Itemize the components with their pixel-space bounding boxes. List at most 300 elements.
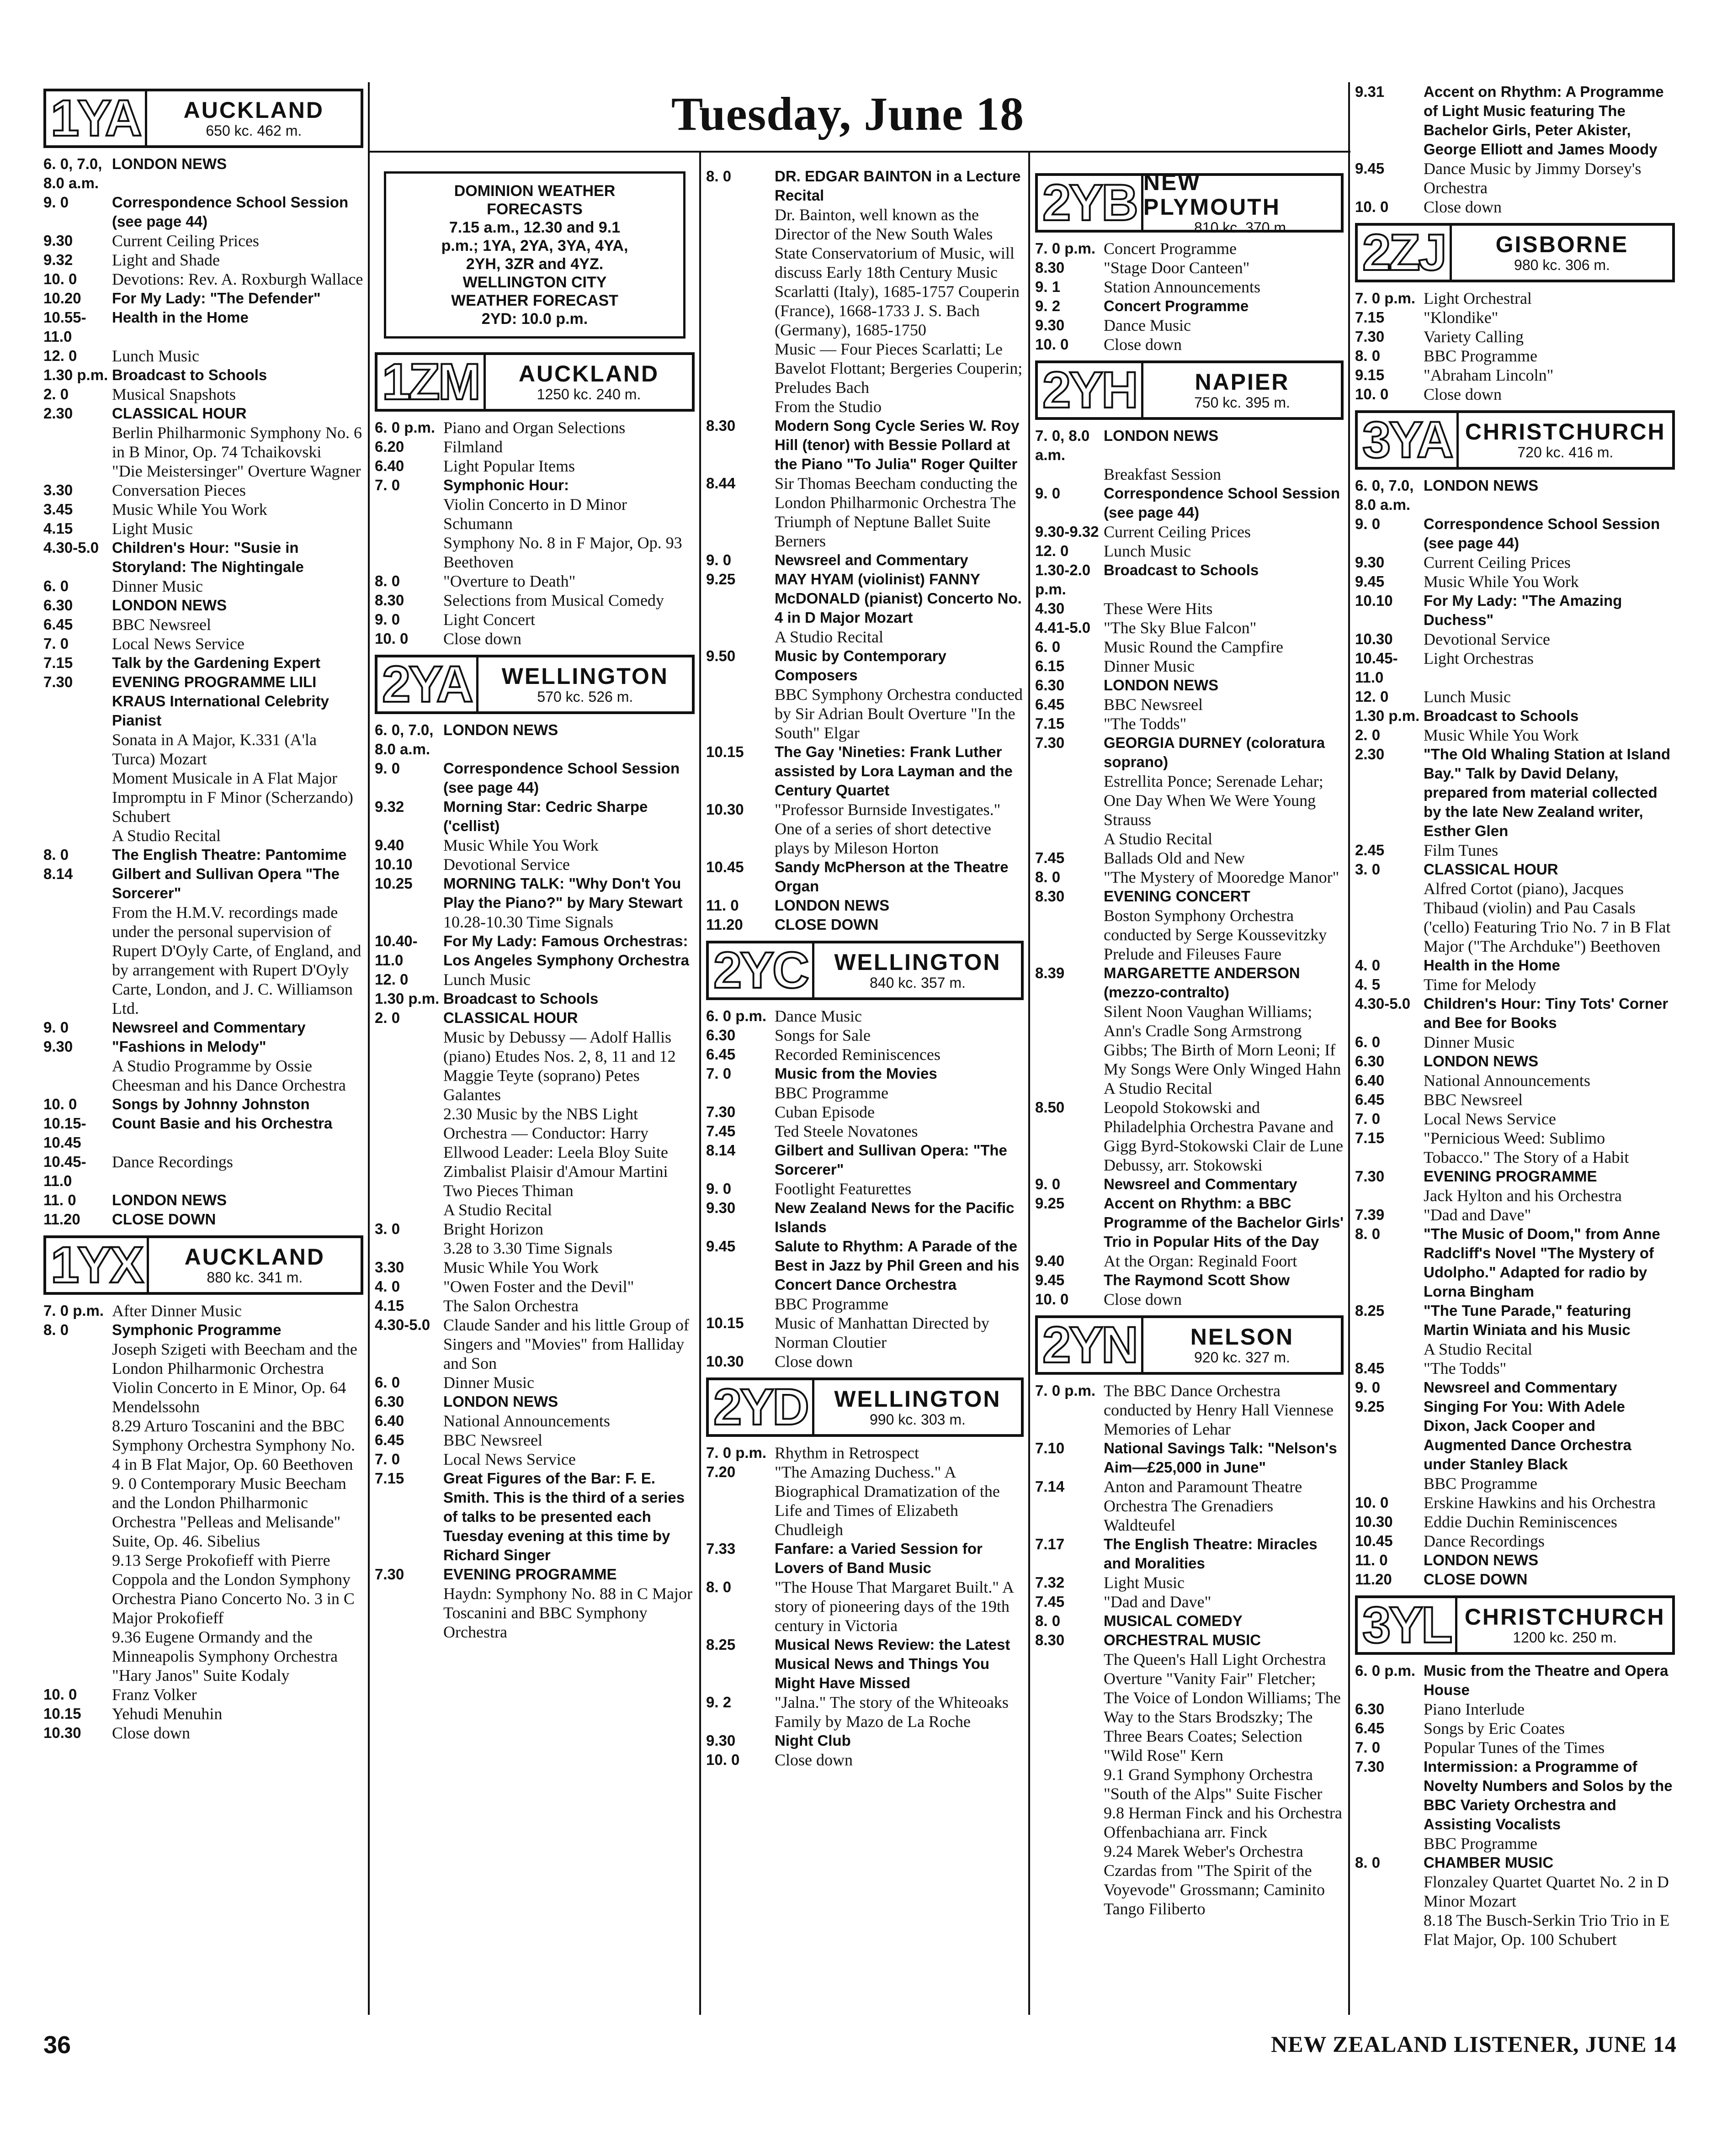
column-3 [706, 167, 1024, 1769]
programme-description: LONDON NEWS [1424, 1053, 1539, 1070]
programme-time: 6. 0 [1035, 638, 1061, 655]
programme-item [1355, 1359, 1675, 1378]
programme-time [43, 1416, 112, 1474]
station-city: GISBORNE [1495, 232, 1629, 257]
programme-description: Close down [443, 630, 521, 648]
programme-description: Concert Programme [1104, 239, 1237, 258]
programme-description: Music from the Movies [775, 1065, 937, 1082]
programme-description: 8.18 The Busch-Serkin Trio Trio in E Flat Major, Op. 100 Schubert [1424, 1911, 1670, 1949]
programme-time: 6.45 [1355, 1091, 1385, 1108]
programme-time: 10. 0 [43, 1686, 77, 1703]
programme-time: 9.50 [706, 647, 736, 664]
programme-item [1035, 1194, 1344, 1251]
programme-item [375, 1200, 695, 1219]
programme-description: BBC Programme [1424, 1834, 1537, 1853]
programme-time [375, 1028, 443, 1104]
programme-time: 12. 0 [43, 347, 77, 364]
programme-time [43, 730, 112, 768]
station-header-3ya [1355, 410, 1675, 470]
programme-time: 10.20 [43, 290, 81, 307]
programme-time: 8. 0 [1035, 869, 1061, 885]
programme-time: 4.15 [43, 520, 73, 537]
programme-item [375, 759, 695, 797]
programme-description: LONDON NEWS [775, 897, 890, 914]
programme-time: 9. 0 [375, 760, 400, 777]
programme-time: 9.45 [706, 1238, 736, 1255]
programme-item [43, 231, 363, 250]
station-city-block [812, 943, 1021, 997]
programme-item [1355, 726, 1675, 745]
programme-item [43, 903, 363, 1018]
programme-time [1035, 1765, 1104, 1803]
programme-item [706, 1198, 1024, 1237]
programme-description: Devotions: Rev. A. Roxburgh Wallace [112, 270, 363, 288]
programme-description: Cuban Episode [775, 1103, 875, 1121]
programme-time: 10. 0 [1355, 386, 1389, 403]
programme-description: The Gay 'Nineties: Frank Luther assisted by Lora Layman and the Century Quartet [775, 743, 1013, 799]
programme-time: 7.15 [43, 654, 73, 671]
programme-time: 6.30 [1035, 677, 1065, 694]
programme-time: 12. 0 [1355, 688, 1389, 705]
programme-description: A Studio Recital [1424, 1340, 1532, 1358]
programme-description: Close down [775, 1751, 853, 1769]
programme-item [1035, 599, 1344, 618]
programme-description: Light Music [112, 519, 193, 538]
programme-time: 8.25 [706, 1636, 736, 1653]
programme-description: Gilbert and Sullivan Opera "The Sorcerer" [112, 865, 340, 901]
programme-item [43, 826, 363, 845]
programme-time: 10.30 [43, 1724, 81, 1741]
programme-time: 10. 0 [1355, 1494, 1389, 1511]
programme-item [1035, 887, 1344, 906]
programme-time: 10.40-11.0 [375, 932, 418, 969]
programme-item [375, 912, 695, 932]
programme-time: 9. 0 [1355, 1379, 1381, 1396]
programme-time: 8.25 [1355, 1302, 1385, 1319]
programme-description: Violin Concerto in D Minor Schumann [443, 495, 627, 533]
programme-item [1035, 1251, 1344, 1271]
programme-description: CHAMBER MUSIC [1424, 1854, 1554, 1871]
programme-time: 8.14 [706, 1142, 736, 1159]
programme-description: Close down [1424, 385, 1502, 403]
programme-description: Broadcast to Schools [1424, 707, 1579, 724]
programme-time: 3.30 [43, 482, 73, 498]
programme-item [706, 1578, 1024, 1635]
programme-item [1355, 1512, 1675, 1531]
programme-time: 10. 0 [43, 1096, 77, 1112]
programme-description: Conversation Pieces [112, 481, 246, 499]
programme-item [43, 270, 363, 289]
programme-item [43, 1474, 363, 1551]
programme-time [706, 397, 775, 416]
programme-description: Light Music [1104, 1573, 1185, 1592]
programme-time: 7.30 [706, 1103, 736, 1120]
programme-item [1355, 1757, 1675, 1834]
programme-description: "The Todds" [1104, 715, 1187, 733]
programme-item [1035, 484, 1344, 522]
programme-time: 8. 0 [375, 572, 400, 589]
programme-item [1355, 860, 1675, 879]
programme-item [1035, 657, 1344, 676]
weather-line: FORECASTS [487, 201, 583, 218]
programme-item [706, 1635, 1024, 1693]
programme-item [1355, 366, 1675, 385]
programme-description: Impromptu in F Minor (Scherzando) Schubert [112, 788, 353, 826]
programme-item [375, 1028, 695, 1104]
programme-item [43, 1037, 363, 1056]
station-frequency: 650 kc. 462 m. [206, 122, 302, 139]
programme-time: 7.14 [1035, 1478, 1065, 1495]
programme-description: A Studio Recital [1104, 830, 1212, 848]
programme-description: Franz Volker [112, 1685, 197, 1704]
programme-item [1355, 1090, 1675, 1109]
programme-item [1035, 1079, 1344, 1098]
programme-description: EVENING PROGRAMME [1424, 1168, 1597, 1185]
programme-time [43, 826, 112, 845]
programme-description: Leopold Stokowski and Philadelphia Orchestra Pavane and Gigg Byrd-Stokowski Clair de Lune Debussy, arr. Stokowski [1104, 1098, 1343, 1174]
programme-time: 7.45 [1035, 849, 1065, 866]
programme-item [1035, 297, 1344, 316]
column-1 [43, 82, 363, 1743]
page-title: Tuesday, June 18 [671, 88, 1025, 140]
programme-item [375, 1450, 695, 1469]
programme-item [375, 1411, 695, 1430]
programme-description: For My Lady: Famous Orchestras: Los Angeles Symphony Orchestra [443, 932, 689, 969]
programme-description: Devotional Service [1424, 630, 1550, 648]
programme-description: Current Ceiling Prices [1424, 553, 1571, 572]
programme-time: 9.31 [1355, 83, 1385, 100]
programme-description: Salute to Rhythm: A Parade of the Best in Jazz by Phil Green and his Concert Dance Orchestra [775, 1238, 1020, 1293]
programme-item [43, 193, 363, 231]
programme-description: Lunch Music [1104, 542, 1191, 560]
programme-time: 10.10 [1355, 592, 1393, 609]
programme-item [706, 1006, 1024, 1026]
programme-description: Correspondence School Session (see page 44) [1104, 485, 1340, 521]
programme-description: Flonzaley Quartet Quartet No. 2 in D Minor Mozart [1424, 1873, 1669, 1910]
programme-time: 7. 0 [375, 477, 400, 493]
programme-time: 8.39 [1035, 964, 1065, 981]
programme-time: 8. 0 [706, 168, 732, 185]
programme-time: 8.30 [1035, 1632, 1065, 1648]
programme-time: 6.30 [1355, 1700, 1385, 1717]
programme-description: Ballads Old and New [1104, 849, 1245, 867]
station-call-sign: 1YX [51, 1236, 142, 1293]
programme-item [1035, 1002, 1344, 1079]
programme-time: 11. 0 [43, 1192, 76, 1208]
programme-item [1035, 541, 1344, 561]
programme-item [1355, 1340, 1675, 1359]
programme-time: 9. 0 [706, 551, 732, 568]
programme-item [1035, 258, 1344, 277]
programme-time: 9.30 [43, 1038, 73, 1055]
programme-item [43, 250, 363, 270]
programme-time: 9. 0 [706, 1180, 732, 1197]
programme-item [1035, 695, 1344, 714]
programme-item [43, 634, 363, 653]
programme-description: Talk by the Gardening Expert [112, 654, 320, 671]
programme-item [1355, 1474, 1675, 1493]
programme-description: Dr. Bainton, well known as the Director of the New South Wales State Conservatorium of Music, will discuss Early 18th Century Music [775, 206, 1015, 281]
programme-item [1035, 637, 1344, 657]
programme-time: 7.30 [375, 1566, 404, 1583]
programme-description: Light and Shade [112, 251, 220, 269]
programme-time: 6.45 [375, 1431, 404, 1448]
programme-time: 1.30 p.m. [1355, 707, 1420, 724]
programme-description: CLOSE DOWN [112, 1211, 216, 1228]
programme-item [1035, 239, 1344, 258]
programme-time: 4.30-5.0 [1355, 995, 1411, 1012]
programme-item [1035, 277, 1344, 297]
programme-item [1355, 630, 1675, 649]
programme-item [375, 1430, 695, 1450]
programme-description: Symphonic Programme [112, 1321, 282, 1338]
programme-description: National Savings Talk: "Nelson's Aim—£25,000 in June" [1104, 1440, 1337, 1476]
programme-item [43, 1114, 363, 1152]
programme-description: Boston Symphony Orchestra conducted by Serge Koussevitzky Prelude and Fileuses Faure [1104, 906, 1327, 963]
programme-description: Gilbert and Sullivan Opera: "The Sorcerer" [775, 1142, 1007, 1178]
programme-description: The English Theatre: Miracles and Moralities [1104, 1536, 1318, 1572]
programme-description: National Announcements [443, 1412, 610, 1430]
column-rule [1348, 82, 1350, 2015]
programme-description: EVENING CONCERT [1104, 888, 1250, 905]
programme-description: Light Concert [443, 610, 535, 629]
programme-item [1355, 879, 1675, 956]
programme-description: Light Popular Items [443, 457, 575, 475]
programme-description: Popular Tunes of the Times [1424, 1738, 1605, 1757]
programme-description: MORNING TALK: "Why Don't You Play the Piano?" by Mary Stewart [443, 875, 683, 911]
programme-item [43, 366, 363, 385]
programme-time: 9. 1 [1035, 278, 1061, 295]
programme-description: After Dinner Music [112, 1302, 242, 1320]
programme-time: 6. 0, 7.0, 8.0 a.m. [375, 721, 434, 758]
programme-description: Silent Noon Vaughan Williams; Ann's Cradle Song Armstrong Gibbs; The Birth of Morn Leoni; If My Songs Were Only Winged Hahn [1104, 1002, 1341, 1078]
programme-time: 7.30 [43, 673, 73, 690]
programme-item [1035, 1098, 1344, 1175]
programme-description: Filmland [443, 438, 503, 456]
programme-item [375, 1565, 695, 1584]
programme-description: BBC Symphony Orchestra conducted by Sir Adrian Boult Overture "In the South" Elgar [775, 685, 1023, 742]
programme-item [43, 1340, 363, 1378]
programme-item [1035, 316, 1344, 335]
programme-item [375, 1392, 695, 1411]
programme-description: Claude Sander and his little Group of Singers and "Movies" from Halliday and Son [443, 1316, 689, 1372]
programme-time [706, 339, 775, 397]
programme-item [43, 1627, 363, 1685]
programme-description: LONDON NEWS [112, 1192, 227, 1208]
station-call-sign: 3YL [1362, 1596, 1451, 1653]
programme-description: "Owen Foster and the Devil" [443, 1277, 634, 1296]
programme-description: "Dad and Dave" [1424, 1206, 1531, 1224]
column-2 [375, 158, 695, 1642]
programme-time: 1.30-2.0 p.m. [1035, 562, 1091, 598]
programme-time [375, 533, 443, 572]
programme-time: 6. 0 p.m. [1355, 1662, 1416, 1679]
programme-description: Recorded Reminiscences [775, 1045, 941, 1064]
programme-description: "The Todds" [1424, 1359, 1507, 1377]
programme-description: Current Ceiling Prices [112, 232, 259, 250]
programme-item [706, 896, 1024, 915]
programme-description: Local News Service [112, 635, 244, 653]
programme-description: Erskine Hawkins and his Orchestra [1424, 1494, 1656, 1512]
programme-description: CLASSICAL HOUR [1424, 861, 1558, 878]
programme-item [706, 1179, 1024, 1198]
programme-description: 9.36 Eugene Ormandy and the Minneapolis Symphony Orchestra "Hary Janos" Suite Kodaly [112, 1628, 338, 1685]
programme-description: Footlight Featurettes [775, 1180, 911, 1198]
programme-item [1355, 1205, 1675, 1224]
station-call-sign: 2YD [713, 1378, 808, 1436]
programme-description: Estrellita Ponce; Serenade Lehar; One Day When We Were Young Strauss [1104, 772, 1323, 829]
programme-item [375, 836, 695, 855]
programme-item [43, 1210, 363, 1229]
programme-time: 7.15 [1355, 309, 1385, 326]
programme-time: 9.30 [43, 232, 73, 249]
programme-time: 9.40 [1035, 1252, 1065, 1269]
programme-description: Lunch Music [112, 347, 199, 365]
programme-item [43, 461, 363, 481]
programme-time: 7. 0 [375, 1451, 400, 1467]
programme-item [1355, 289, 1675, 308]
programme-item [1035, 1439, 1344, 1477]
station-city-block [145, 91, 361, 145]
column-5 [1355, 82, 1675, 1949]
programme-time [43, 461, 112, 481]
programme-item [1035, 1271, 1344, 1290]
station-header-2ya [375, 655, 695, 714]
programme-description: Variety Calling [1424, 328, 1524, 346]
programme-time: 9. 0 [1035, 1176, 1061, 1192]
programme-time: 10. 0 [43, 270, 77, 287]
programme-item [1355, 841, 1675, 860]
programme-description: DR. EDGAR BAINTON in a Lecture Recital [775, 168, 1021, 204]
programme-description: Anton and Paramount Theatre Orchestra The Grenadiers Waldteufel [1104, 1478, 1302, 1534]
programme-item [1035, 1477, 1344, 1535]
programme-item [706, 282, 1024, 339]
programme-item [706, 1026, 1024, 1045]
programme-item [43, 845, 363, 864]
programme-description: "Klondike" [1424, 308, 1499, 327]
programme-item [43, 1685, 363, 1704]
programme-description: Dance Music [1104, 316, 1191, 334]
programme-item [1355, 82, 1675, 159]
programme-time: 6.45 [43, 616, 73, 633]
programme-description: Dance Music [775, 1007, 862, 1025]
programme-time [43, 1340, 112, 1378]
station-header-1ya [43, 89, 363, 148]
programme-time [43, 768, 112, 788]
programme-description: Ted Steele Novatones [775, 1122, 918, 1140]
programme-time: 8. 0 [1035, 1612, 1061, 1629]
programme-item [706, 1314, 1024, 1352]
station-city: WELLINGTON [834, 949, 1001, 975]
programme-description: Songs by Johnny Johnston [112, 1096, 310, 1112]
programme-time: 8. 0 [43, 1321, 69, 1338]
programme-item [706, 1064, 1024, 1083]
programme-time: 9. 0 [43, 194, 69, 211]
column-rule [699, 151, 701, 2015]
programme-time: 8. 0 [1355, 347, 1381, 364]
programme-time [1355, 879, 1424, 956]
programme-item [1035, 964, 1344, 1002]
programme-description: Music of Manhattan Directed by Norman Cloutier [775, 1314, 989, 1351]
station-frequency: 720 kc. 416 m. [1517, 444, 1614, 461]
programme-description: MARGARETTE ANDERSON (mezzo-contralto) [1104, 964, 1300, 1001]
station-city-block [476, 657, 692, 711]
programme-description: Rhythm in Retrospect [775, 1444, 919, 1462]
station-city: CHRISTCHURCH [1465, 419, 1666, 445]
programme-item [43, 308, 363, 346]
station-city-block [484, 355, 692, 409]
programme-time: 7.45 [706, 1123, 736, 1139]
programme-description: Local News Service [1424, 1110, 1556, 1128]
programme-time: 10.25 [375, 875, 413, 892]
programme-description: Count Basie and his Orchestra [112, 1115, 333, 1132]
programme-item [43, 1551, 363, 1627]
programme-item [375, 456, 695, 476]
programme-item [1035, 829, 1344, 848]
programme-time: 9.15 [1355, 366, 1385, 383]
programme-time [1035, 1650, 1104, 1765]
programme-time: 7. 0 p.m. [1035, 1382, 1096, 1399]
programme-time: 10.45-11.0 [43, 1153, 86, 1189]
programme-time: 4.30-5.0 [375, 1316, 430, 1333]
programme-time: 7. 0 [1355, 1739, 1381, 1756]
programme-description: "The Tune Parade," featuring Martin Winiata and his Music [1424, 1302, 1631, 1338]
station-city: CHRISTCHURCH [1464, 1604, 1665, 1630]
programme-time: 7. 0 p.m. [706, 1444, 767, 1461]
programme-time: 9.30-9.32 [1035, 523, 1099, 540]
station-frequency: 990 kc. 303 m. [869, 1411, 966, 1428]
programme-item [1355, 1224, 1675, 1301]
programme-description: 9.13 Serge Prokofieff with Pierre Coppola and the London Symphony Orchestra Piano Concerto No. 3 in C Major Prokofieff [112, 1551, 355, 1627]
programme-description: Eddie Duchin Reminiscences [1424, 1513, 1617, 1531]
programme-time: 10.10 [375, 856, 413, 873]
programme-description: MAY HYAM (violinist) FANNY McDONALD (pianist) Concerto No. 4 in D Major Mozart [775, 571, 1022, 626]
programme-item [1355, 1033, 1675, 1052]
programme-time [375, 495, 443, 533]
programme-time [43, 903, 112, 1018]
programme-description: Close down [1104, 1290, 1182, 1308]
programme-description: BBC Newsreel [112, 615, 211, 634]
programme-time: 11.20 [43, 1211, 80, 1228]
programme-item [43, 673, 363, 730]
programme-time [1355, 1340, 1424, 1359]
programme-time: 7.39 [1355, 1206, 1385, 1223]
programme-description: Morning Star: Cedric Sharpe ('cellist) [443, 798, 648, 834]
station-city: NELSON [1190, 1324, 1294, 1350]
programme-time: 6.30 [1355, 1053, 1385, 1070]
programme-time: 10.15 [706, 1314, 744, 1331]
programme-time: 8.45 [1355, 1360, 1385, 1377]
programme-item [1035, 714, 1344, 733]
programme-time [1035, 1803, 1104, 1842]
programme-item [1355, 572, 1675, 591]
programme-item [1035, 733, 1344, 772]
programme-time: 7.30 [1355, 1758, 1385, 1775]
programme-item [1035, 1631, 1344, 1650]
programme-description: Newsreel and Commentary [1104, 1176, 1297, 1192]
programme-time [1355, 1474, 1424, 1493]
programme-description: Yehudi Menuhin [112, 1705, 223, 1723]
programme-item [706, 646, 1024, 685]
programme-description: "Professor Burnside Investigates." One of a series of short detective plays by Mileson Horton [775, 800, 1001, 857]
weather-line: p.m.; 1YA, 2YA, 3YA, 4YA, [441, 237, 628, 254]
programme-time: 8.30 [1035, 259, 1065, 276]
programme-item [43, 289, 363, 308]
programme-time [43, 1627, 112, 1685]
programme-item [1035, 1650, 1344, 1765]
programme-time: 6.30 [43, 597, 73, 614]
programme-description: Songs for Sale [775, 1026, 871, 1044]
